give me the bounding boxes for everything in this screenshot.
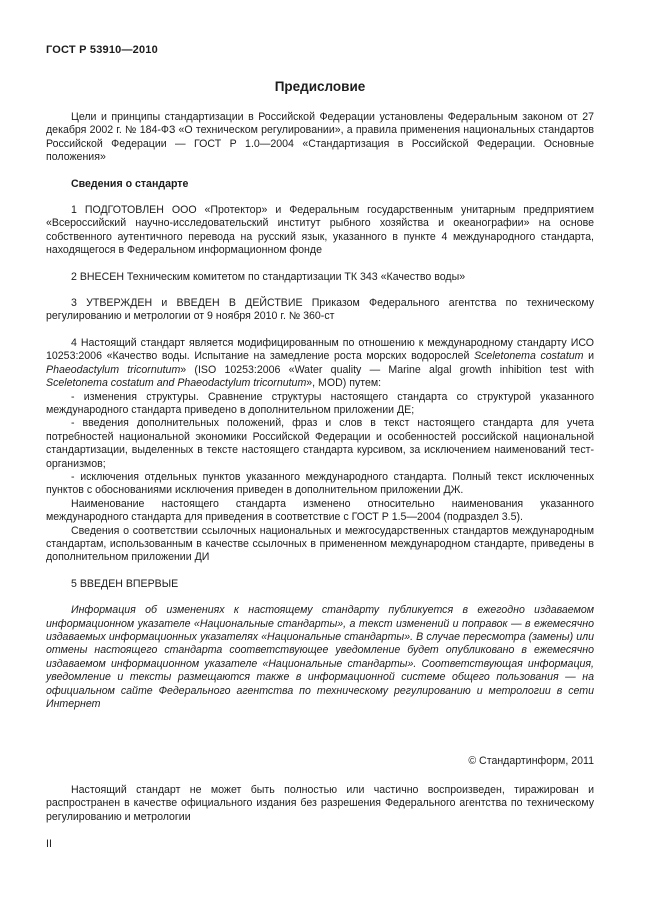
reproduction-notice: Настоящий стандарт не может быть полностью или частично воспроизведен, тиражирован и распространен в качестве официального издания без разрешения Федерального агентства по техническому регулированию и метрологии — [46, 783, 594, 823]
bullet-additional-provisions: - введения дополнительных положений, фраз и слов в текст настоящего стандарта для учета потребностей национальной экономики Российской Федерации и особенностей российской национальной стандартизации, выделенных в тексте настоящего стандарта курсивом, за исключением наименований тест-организмов; — [46, 417, 594, 470]
paragraph-submitted: 2 ВНЕСЕН Техническим комитетом по стандартизации ТК 343 «Качество воды» — [71, 270, 466, 283]
page-title: Предисловие — [274, 79, 366, 94]
document-number: ГОСТ Р 53910—2010 — [46, 44, 158, 56]
bullet-excluded-clauses: - исключения отдельных пунктов указанного международного стандарта. Полный текст исключенных пунктов с обоснованиями исключения приведен в дополнительном приложении ДЖ. — [46, 470, 594, 497]
bullet-structure-change: - изменения структуры. Сравнение структуры настоящего стандарта со структурой указанного международного стандарта приведено в дополнительном приложении ДЕ; — [46, 390, 594, 416]
copyright-line: © Стандартинформ, 2011 — [468, 755, 594, 768]
section-heading-standard-info: Сведения о стандарте — [71, 177, 189, 190]
paragraph-modified: 4 Настоящий стандарт является модифицированным по отношению к международному стандарту ИСО 10253:2006 «Качество воды. Испытание на замедление роста морских водорослей Sceletonema costatum и Phaeodactylum tricornutum» (ISO 10253:2006 «Water quality — Marine algal growth inhibition test with Sceletonema costatum and Phaeodactylum tricornutum», MOD) путем: — [46, 336, 594, 390]
paragraph-first-edition: 5 ВВЕДЕН ВПЕРВЫЕ — [71, 577, 179, 590]
paragraph-amendments-info: Информация об изменениях к настоящему стандарту публикуется в ежегодно издаваемом информационном указателе «Национальные стандарты», а текст изменений и поправок — в ежемесячно издаваемых информационных указателях «Национальные стандарты». В случае пересмотра (замены) или отмены настоящего стандарта соответствующее уведомление будет опубликовано в ежемесячно издаваемом информационном указателе «Национальные стандарты». Соответствующая информация, уведомление и тексты размещаются также в информационной системе общего пользования — на официальном сайте Федерального агентства по техническому регулированию и метрологии в сети Интернет — [46, 604, 594, 711]
paragraph-approved: 3 УТВЕРЖДЕН и ВВЕДЕН В ДЕЙСТВИЕ Приказом Федерального агентства по техническому регулированию и метрологии от 9 ноября 2010 г. № 360-ст — [46, 297, 594, 323]
paragraph-renaming-note: Наименование настоящего стандарта изменено относительно наименования указанного международного стандарта для приведения в соответствие с ГОСТ Р 1.5—2004 (подраздел 3.5). — [46, 497, 594, 524]
paragraph-intro: Цели и принципы стандартизации в Российской Федерации установлены Федеральным законом от 27 декабря 2002 г. № 184-ФЗ «О техническом регулировании», а правила применения национальных стандартов Российской Федерации — ГОСТ Р 1.0—2004 «Стандартизация в Российской Федерации. Основные положения» — [46, 111, 594, 164]
paragraph-prepared: 1 ПОДГОТОВЛЕН ООО «Протектор» и Федеральным государственным унитарным предприятием «Всероссийский научно-исследовательский институт рыбного хозяйства и океанографии» на основе собственного аутентичного перевода на русский язык, указанного в пункте 4 международного стандарта, находящегося в Федеральном информационном фонде — [46, 204, 594, 257]
page-number: II — [46, 838, 52, 850]
paragraph-references-note: Сведения о соответствии ссылочных национальных и межгосударственных стандартов международным стандартам, использованным в качестве ссылочных в примененном международном стандарте, приведены в дополнительном приложении ДИ — [46, 524, 594, 564]
